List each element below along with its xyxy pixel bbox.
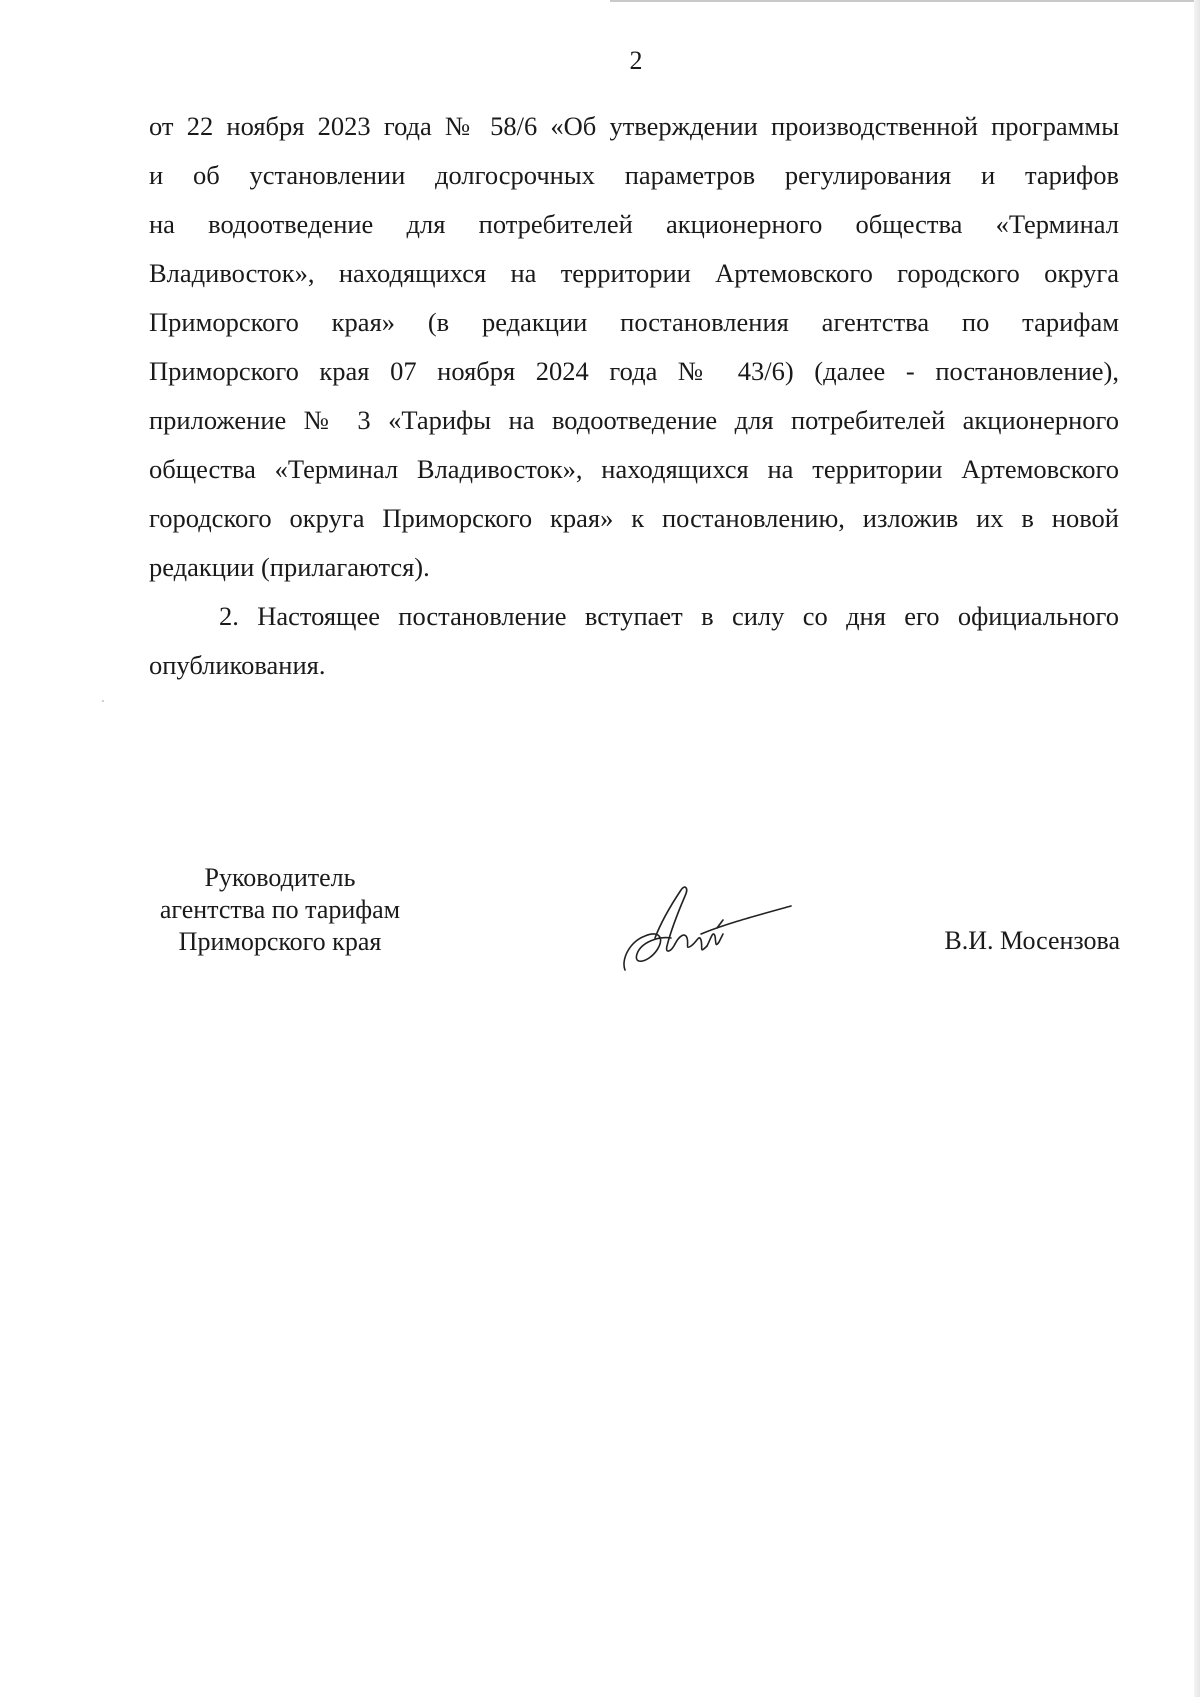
signatory-title bbox=[140, 862, 420, 958]
text-line: и об установлении долгосрочных параметров регулирования и тарифов bbox=[149, 160, 1119, 190]
text-line: Приморского края» (в редакции постановления агентства по тарифам bbox=[149, 307, 1119, 337]
text-line: опубликования. bbox=[149, 650, 326, 680]
paragraph-2 bbox=[149, 592, 1119, 690]
signatory-title-line: Руководитель bbox=[204, 863, 356, 892]
text-line: городского округа Приморского края» к постановлению, изложив их в новой bbox=[149, 503, 1119, 533]
scan-edge-top bbox=[610, 0, 1200, 2]
signatory-title-line: Приморского края bbox=[178, 927, 382, 956]
text-line: редакции (прилагаются). bbox=[149, 552, 430, 582]
signatory-name: В.И. Мосензова bbox=[944, 926, 1120, 955]
text-line: Владивосток», находящихся на территории Артемовского городского округа bbox=[149, 258, 1119, 288]
handwritten-signature bbox=[615, 880, 795, 980]
paragraph-1 bbox=[149, 102, 1119, 592]
document-body bbox=[149, 102, 1119, 690]
text-line: на водоотведение для потребителей акционерного общества «Терминал bbox=[149, 209, 1119, 239]
scan-edge-right bbox=[1194, 0, 1200, 1697]
text-line: приложение № 3 «Тарифы на водоотведение для потребителей акционерного bbox=[149, 405, 1119, 435]
page-number: 2 bbox=[629, 46, 643, 75]
text-line: от 22 ноября 2023 года № 58/6 «Об утверждении производственной программы bbox=[149, 111, 1119, 141]
text-line: Приморского края 07 ноября 2024 года № 43/6) (далее - постановление), bbox=[149, 356, 1119, 386]
scan-speck bbox=[102, 700, 104, 702]
text-line: 2. Настоящее постановление вступает в силу со дня его официального bbox=[219, 601, 1119, 631]
text-line: общества «Терминал Владивосток», находящихся на территории Артемовского bbox=[149, 454, 1119, 484]
signatory-title-line: агентства по тарифам bbox=[159, 895, 401, 924]
